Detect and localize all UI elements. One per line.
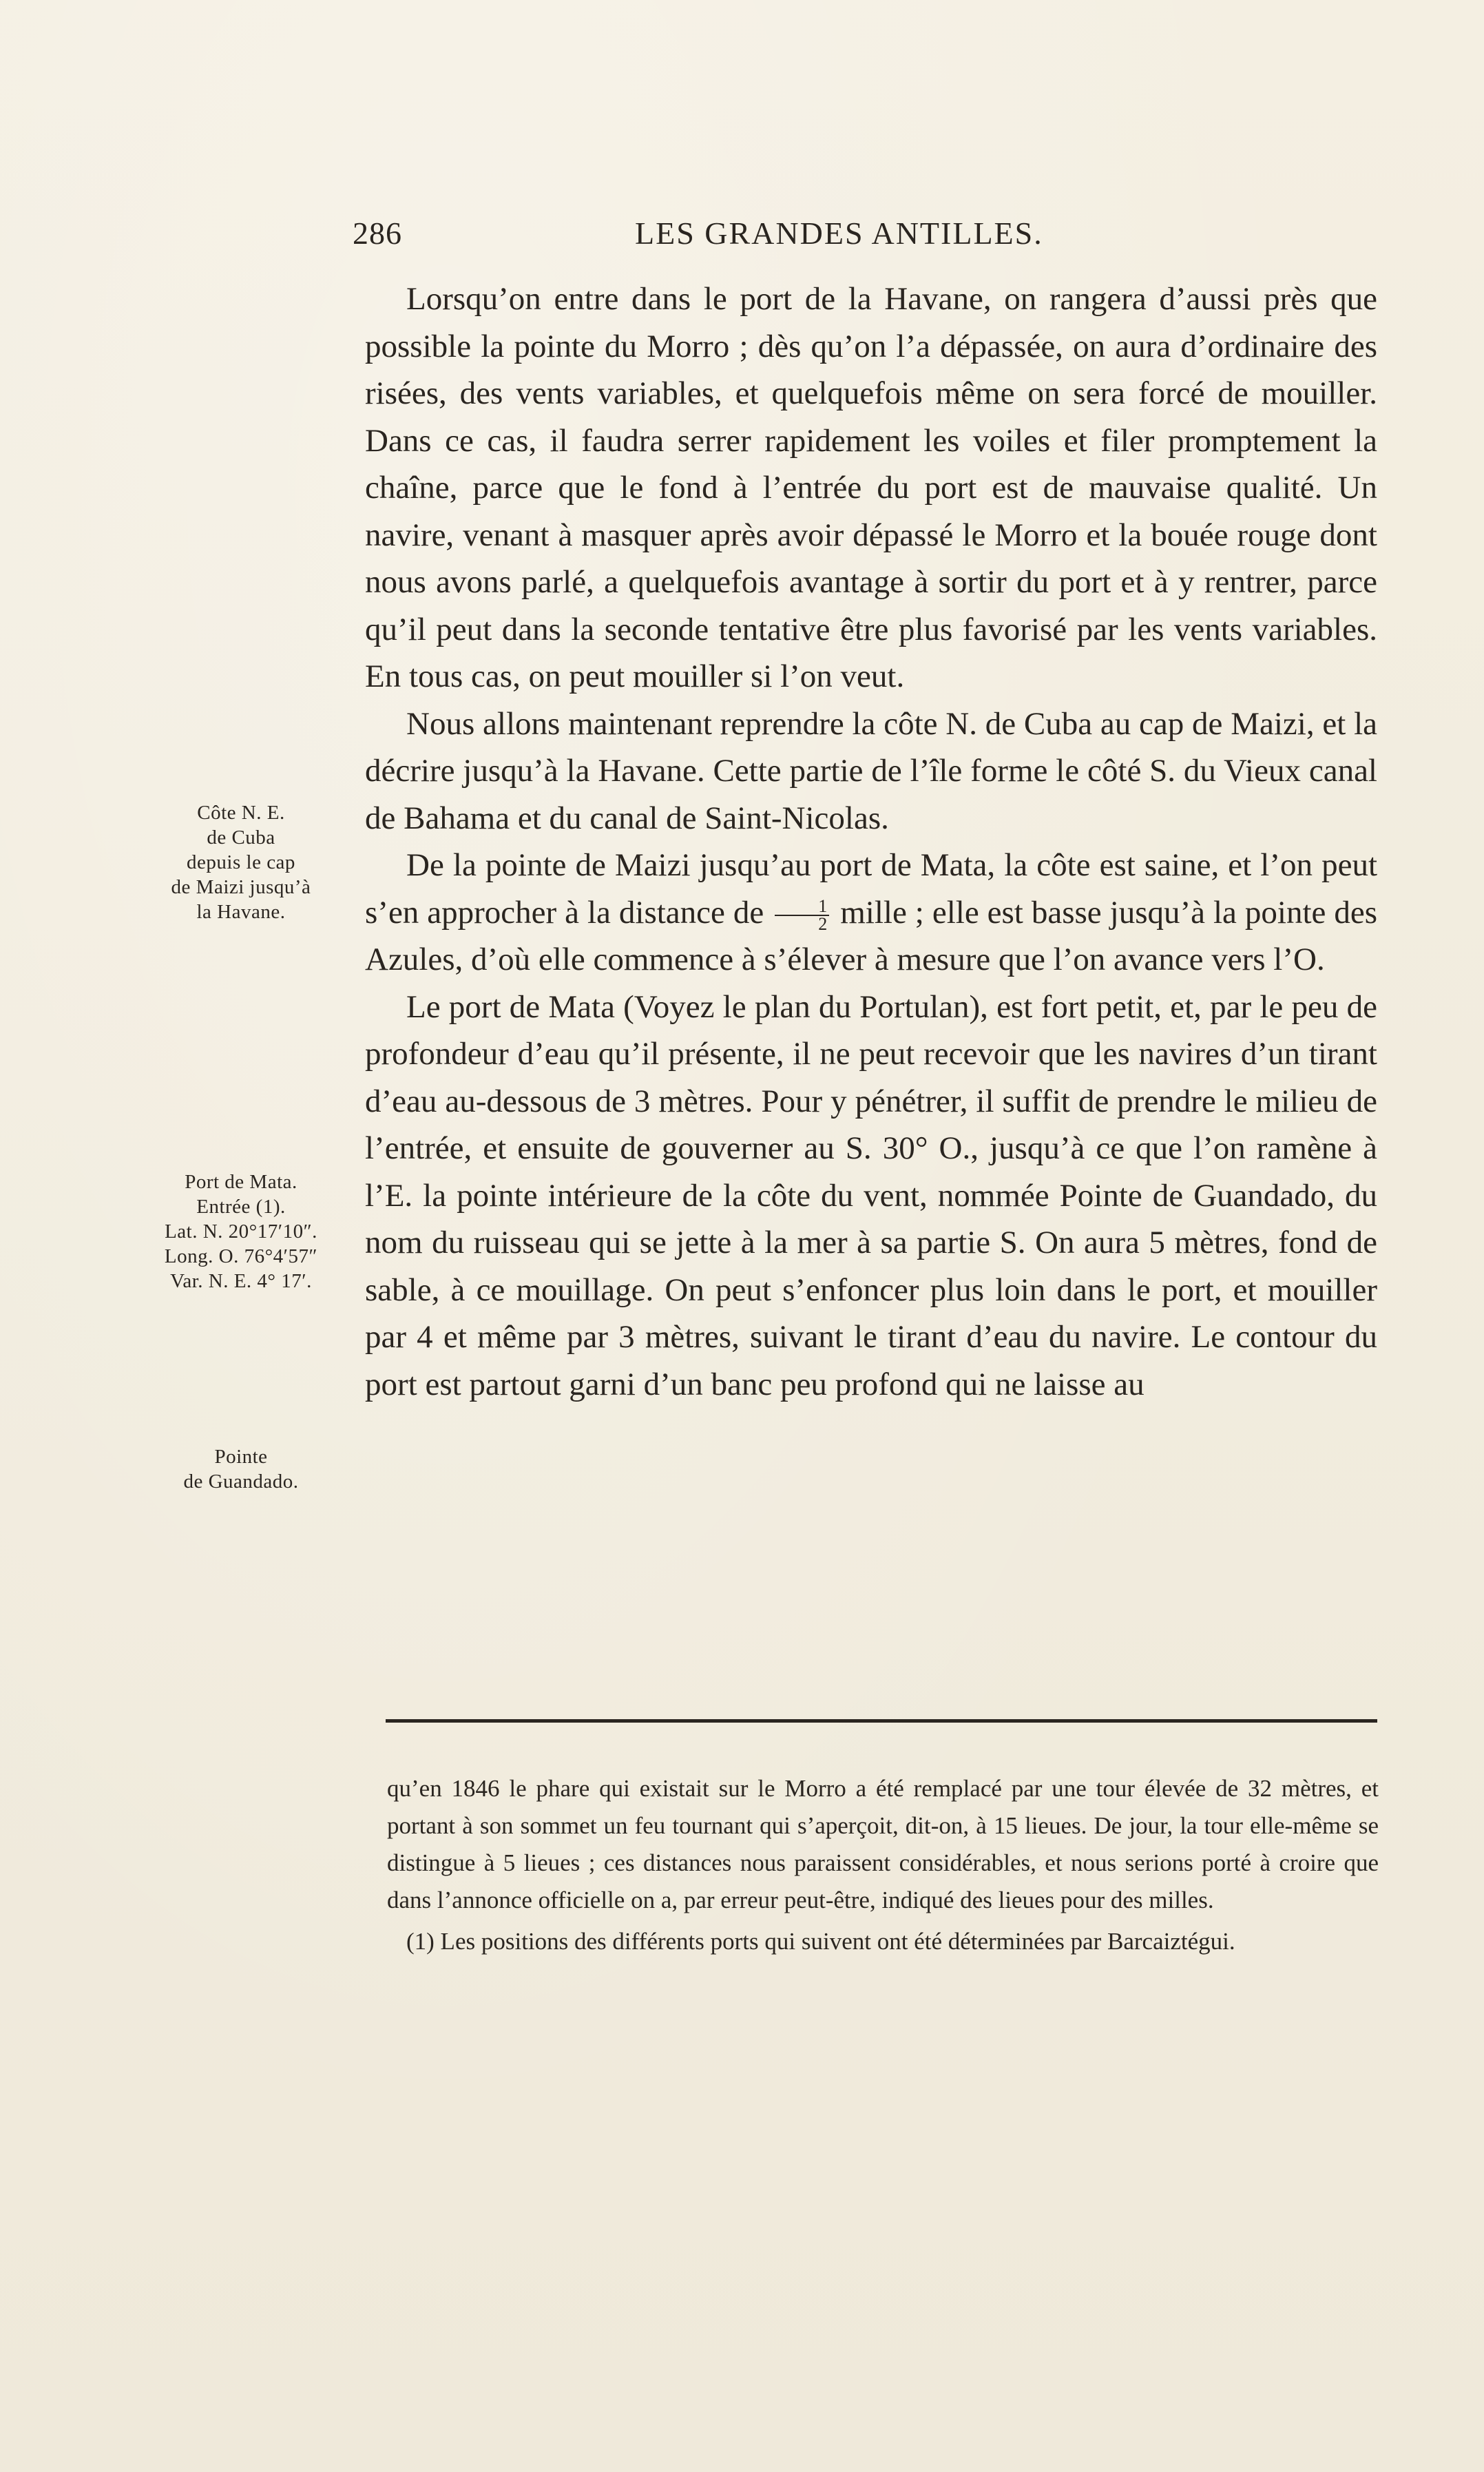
paragraph-pointe-maizi bbox=[365, 842, 1377, 984]
paragraph-maizi-end: mille ; elle est basse jusqu’à la pointe des Azules, d’où elle commence à s’élever à mesure que l’on avance vers l’O. bbox=[365, 894, 1377, 977]
margin-note-line: Lat. N. 20°17′10″. bbox=[165, 1221, 317, 1243]
footnotes bbox=[387, 1770, 1379, 1960]
paragraph-port-mata: Le port de Mata (Voyez le plan du Portulan), est fort petit, et, par le peu de profondeur d’eau qu’il présente, il ne peut recevoir que les navires d’un tirant d’eau au-dessous de 3 mètres. Pour y pénétrer, il suffit de prendre le milieu de l’entrée, et ensuite de gouverner au S. 30° O., jusqu’à ce que l’on ramène à l’E. la pointe intérieure de la côte du vent, nommée Pointe de Guandado, du nom du ruisseau qui se jette à la mer à sa partie S. On aura 5 mètres, fond de sable, à ce mouillage. On peut s’enfoncer plus loin dans le port, et mouiller par 4 et même par 3 mètres, suivant le tirant d’eau du navire. Le contour du port est partout garni d’un banc peu profond qui ne laisse au bbox=[365, 988, 1377, 1402]
paragraph-maizi-start: De la pointe de Maizi jusqu’au port de Mata, la côte est saine, et l’on peut s’en approcher à la distance de bbox=[365, 847, 1377, 931]
margin-note-line: Port de Mata. bbox=[185, 1171, 297, 1193]
margin-note-line: Côte N. E. bbox=[197, 802, 285, 824]
margin-note-cote bbox=[138, 800, 344, 924]
half-fraction bbox=[775, 895, 829, 934]
paragraph-havane-entry: Lorsqu’on entre dans le port de la Havane, on rangera d’aussi près que possible la pointe du Morro ; dès qu’on l’a dépassée, on aura d’ordinaire des risées, des vents variables, et quelquefois même on sera forcé de mouiller. Dans ce cas, il faudra serrer rapidement les voiles et filer promptement la chaîne, parce que le fond à l’entrée du port est de mauvaise qualité. Un navire, venant à masquer après avoir dépassé le Morro et la bouée rouge dont nous avons parlé, a quelquefois avantage à sortir du port et à y rentrer, parce qu’il peut dans la seconde tentative être plus favorisé par les vents variables. En tous cas, on peut mouiller si l’on veut. bbox=[365, 281, 1377, 694]
margin-note-line: Long. O. 76°4′57″ bbox=[164, 1245, 318, 1267]
margin-note-line: la Havane. bbox=[196, 901, 286, 923]
main-text bbox=[365, 276, 1377, 1408]
footnote-1: (1) Les positions des différents ports qui suivent ont été déterminées par Barcaiztégui. bbox=[406, 1928, 1235, 1955]
margin-note-guandado bbox=[138, 1444, 344, 1494]
margin-note-line: de Guandado. bbox=[183, 1471, 299, 1493]
fraction-numerator: 1 bbox=[775, 898, 829, 916]
margin-note-line: Entrée (1). bbox=[196, 1196, 286, 1218]
margin-note-line: Var. N. E. 4° 17′. bbox=[170, 1270, 312, 1292]
margin-note-mata bbox=[138, 1170, 344, 1294]
page-header bbox=[353, 215, 1379, 263]
page-number: 286 bbox=[353, 216, 402, 251]
margin-note-line: Pointe bbox=[214, 1446, 268, 1468]
margin-note-line: depuis le cap bbox=[187, 851, 295, 873]
footnote-separator bbox=[386, 1719, 1377, 1723]
running-title: LES GRANDES ANTILLES. bbox=[635, 216, 1043, 251]
margin-note-line: de Cuba bbox=[207, 827, 275, 849]
margin-note-line: de Maizi jusqu’à bbox=[171, 876, 311, 898]
footnote-continued: qu’en 1846 le phare qui existait sur le Morro a été remplacé par une tour élevée de 32 mètres, et portant à son sommet un feu tournant qui s’aperçoit, dit-on, à 15 lieues. De jour, la tour elle-même se distingue à 5 lieues ; ces distances nous paraissent considérables, et nous serions porté à croire que dans l’annonce officielle on a, par erreur peut-être, indiqué des lieues pour des milles. bbox=[387, 1775, 1379, 1913]
fraction-denominator: 2 bbox=[818, 913, 828, 934]
paragraph-cote-nord: Nous allons maintenant reprendre la côte N. de Cuba au cap de Maizi, et la décrire jusqu’à la Havane. Cette partie de l’île forme le côté S. du Vieux canal de Bahama et du canal de Saint-Nicolas. bbox=[365, 705, 1377, 836]
